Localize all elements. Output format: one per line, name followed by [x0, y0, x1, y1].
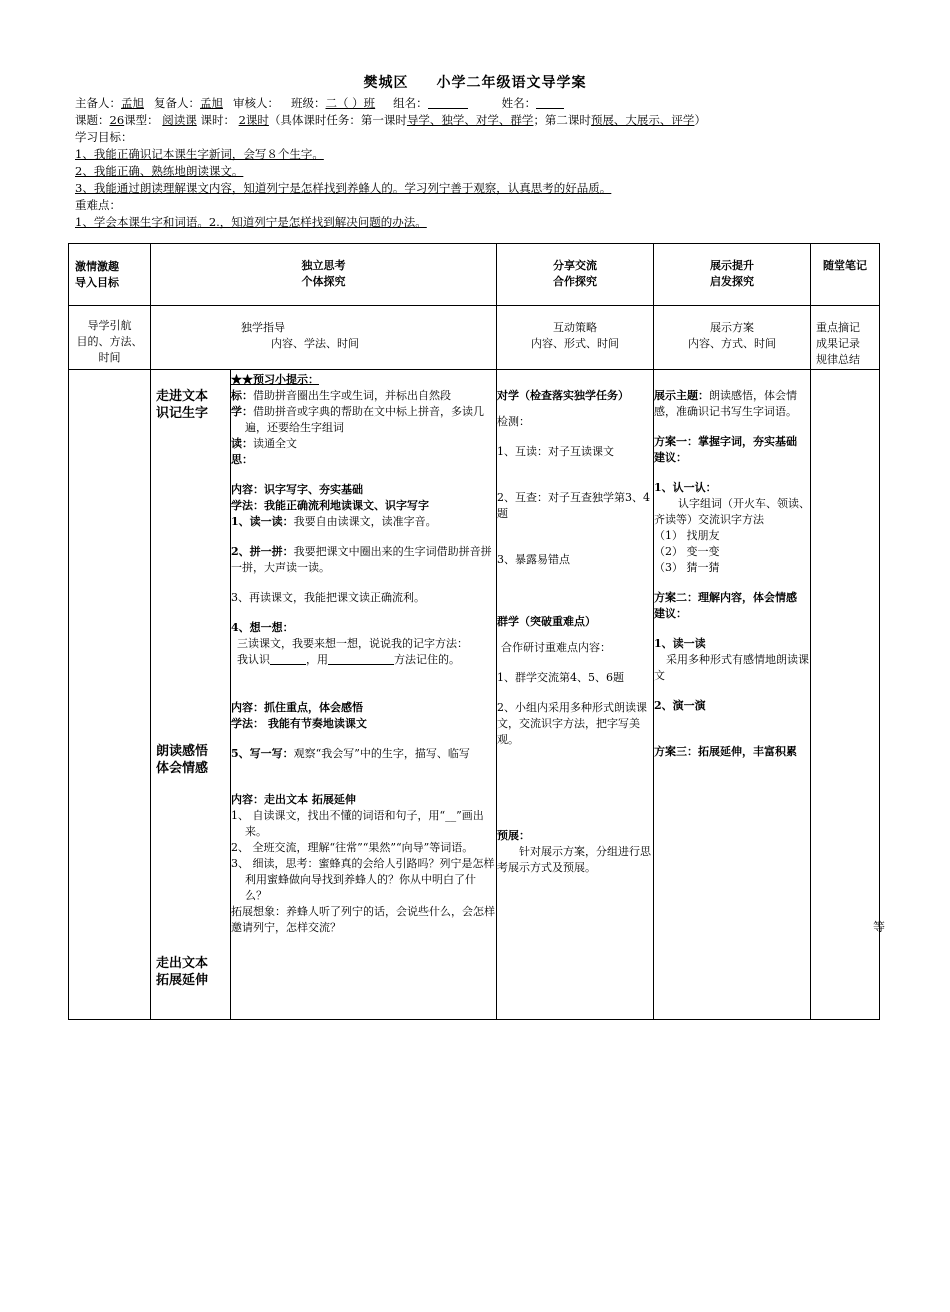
show-theme-value: 朗读感悟，体会情感，准确识记书写生字词语。 — [654, 389, 797, 418]
head-col-3-line-2: 合作探究 — [553, 275, 597, 288]
hours-label: 课时： — [200, 113, 235, 127]
plan-3-title: 方案三：拓展延伸，丰富积累 — [654, 745, 797, 758]
plan-2-title: 方案二：理解内容，体会情感 — [654, 591, 797, 604]
sub-col-1-line-2: 目的、方法、 — [76, 335, 143, 348]
head-col-1-line-1: 激情激趣 — [75, 259, 119, 273]
section-labels — [151, 370, 231, 1020]
tip-learn — [231, 404, 496, 436]
plan-1-title: 方案一：掌握字词，夯实基础 — [654, 435, 797, 448]
recognize-item-2: （2） 变一变 — [654, 545, 720, 558]
step-4-b3: 方法记住的。 — [394, 653, 460, 666]
plan-1-advice: 建议： — [654, 451, 687, 464]
sub-col-1-line-3: 时间 — [98, 351, 121, 364]
step-5-value: 观察“我会写”中的生字，描写、临写 — [293, 747, 470, 760]
sub-col-5-line-3: 规律总结 — [816, 353, 860, 366]
showcase-cell — [654, 370, 811, 1020]
head-col-2-line-1: 独立思考 — [301, 259, 346, 272]
show-theme — [654, 388, 810, 420]
pair-1: 1、互读：对子互读课文 — [497, 445, 614, 458]
content-2-title: 内容：抓住重点，体会感悟 — [231, 701, 363, 714]
recognize-text: 认字组词（开火车、领读、齐读等）交流识字方法 — [654, 497, 810, 526]
recognize-item-3: （3） 猜一猜 — [654, 561, 720, 574]
show-theme-key: 展示主题： — [654, 389, 709, 402]
content-3-title: 内容：走出文本 拓展延伸 — [231, 793, 356, 806]
detail-d: 预展、大展示、评学 — [590, 113, 695, 127]
recognize-item-1: （1） 找朋友 — [654, 529, 720, 542]
tip-think-key: 思： — [231, 453, 253, 466]
section-2-line-2: 体会情感 — [156, 761, 209, 776]
lead-value: 孟旭 — [121, 96, 144, 110]
table-header-row — [69, 244, 880, 306]
head-col-1 — [69, 244, 151, 306]
sub-col-4-line-1: 展示方案 — [710, 321, 754, 334]
head-col-3 — [497, 244, 654, 306]
section-3-label — [156, 955, 208, 989]
sub-col-2 — [151, 306, 497, 370]
step-4-b1: 我认识 — [237, 653, 270, 666]
section-1-line-1: 走进文本 — [156, 389, 209, 404]
tip-title: ★★预习小提示： — [231, 373, 319, 386]
head-col-2 — [151, 244, 497, 306]
section-1-label — [156, 388, 208, 422]
step-4-line-b — [231, 652, 496, 668]
pair-3: 3、暴露易错点 — [497, 553, 570, 566]
tip-read — [231, 436, 496, 452]
head-col-4-line-1: 展示提升 — [710, 259, 754, 272]
extension-3: 3、 细读，思考：蜜蜂真的会给人引路吗？列宁是怎样利用蜜蜂做向导找到养蜂人的？你从中明白了什么？ — [231, 857, 495, 902]
plan-2-advice: 建议： — [654, 607, 687, 620]
detail-b: 导学、独学、对学、群学 — [406, 113, 534, 127]
header-line-2 — [75, 112, 895, 129]
tip-read-key: 读： — [231, 437, 253, 450]
sub-col-5 — [811, 306, 880, 370]
preview-text: 针对展示方案，分组进行思考展示方式及预展。 — [497, 845, 651, 874]
sub-col-5-line-2: 成果记录 — [816, 337, 860, 350]
step-1 — [231, 514, 496, 530]
content-1-title: 内容：识字写字、夯实基础 — [231, 483, 363, 496]
notes-cell — [811, 370, 880, 1020]
check-label: 检测： — [497, 415, 530, 428]
head-col-1-line-2: 导入目标 — [75, 275, 119, 289]
document-title — [0, 72, 950, 92]
sub-col-4-line-2: 内容、方式、时间 — [688, 337, 776, 350]
section-3-line-1: 走出文本 — [156, 956, 209, 971]
group-1: 1、群学交流第4、5、6题 — [497, 671, 624, 684]
sub-col-3 — [497, 306, 654, 370]
sub-col-5-line-1: 重点摘记 — [816, 321, 860, 334]
name-blank — [536, 96, 564, 109]
tip-mark-key: 标： — [231, 389, 253, 402]
content-1-method: 学法：我能正确流利地读课文、识字写字 — [231, 499, 429, 512]
step-4-b2: ，用 — [306, 653, 328, 666]
type-value: 阅读课 — [162, 113, 197, 127]
lead-label: 主备人： — [75, 96, 121, 110]
step-2-key: 2、拼一拼： — [231, 545, 294, 558]
act-title: 2、演一演 — [654, 699, 706, 712]
tip-learn-key: 学： — [231, 405, 253, 418]
tip-mark-value: 借助拼音圈出生字或生词，并标出自然段 — [253, 389, 451, 402]
interaction-cell — [497, 370, 654, 1020]
extension-1: 1、 自读课文，找出不懂的词语和句子，用“__”画出来。 — [231, 809, 484, 838]
step-2-value: 我要把课文中圈出来的生字词借助拼音拼一拼，大声读一读。 — [231, 545, 492, 574]
read-text: 采用多种形式有感情地朗读课文 — [654, 653, 809, 682]
header-line-1 — [75, 95, 895, 112]
step-5 — [231, 746, 496, 762]
topic-label: 课题： — [75, 113, 110, 127]
detail-a: （具体课时任务：第一课时 — [268, 113, 407, 127]
sub-col-3-line-1: 互动策略 — [553, 321, 597, 334]
sub-col-3-line-2: 内容、形式、时间 — [531, 337, 619, 350]
goal-3: 3、我能通过朗读理解课文内容，知道列宁是怎样找到养蜂人的。学习列宁善于观察，认真思考的好品质。 — [75, 181, 612, 195]
class-value: 二（ ）班 — [325, 96, 376, 110]
preview-title: 预展： — [497, 829, 530, 842]
group-label: 组名： — [393, 96, 428, 110]
title-text: 小学二年级语文导学案 — [436, 75, 587, 91]
body-col-1-empty — [69, 370, 151, 1020]
goal-1: 1、我能正确识记本课生字新词，会写８个生字。 — [75, 147, 324, 161]
pair-2: 2、互查：对子互查独学第3、4题 — [497, 491, 650, 520]
hours-value: 2课时 — [238, 113, 269, 127]
study-guide-cell — [231, 370, 497, 1020]
sub-col-2-line-2: 内容、学法、时间 — [271, 337, 359, 350]
head-col-2-line-2: 个体探究 — [301, 275, 346, 288]
name-label: 姓名： — [501, 96, 537, 110]
step-4-blank-2 — [328, 652, 394, 665]
sub-col-1-line-1: 导学引航 — [87, 319, 132, 332]
section-1-line-2: 识记生字 — [156, 406, 209, 421]
step-1-key: 1、读一读： — [231, 515, 294, 528]
tip-read-value: 读通全文 — [253, 437, 297, 450]
pair-title: 对学（检查落实独学任务） — [497, 389, 629, 402]
detail-e: ） — [694, 113, 706, 127]
review-label: 审核人： — [233, 96, 279, 110]
group-intro: 合作研讨重难点内容： — [501, 641, 611, 654]
group-blank — [428, 96, 468, 109]
detail-c: ；第二课时 — [533, 113, 591, 127]
tip-think — [231, 452, 496, 468]
content-2-method: 学法： 我能有节奏地读课文 — [231, 717, 367, 730]
side-note: 等 — [873, 920, 886, 934]
class-label: 班级： — [291, 96, 326, 110]
co-label: 复备人： — [154, 96, 200, 110]
table-body-row — [69, 370, 880, 1020]
head-col-4 — [654, 244, 811, 306]
lesson-plan-table — [68, 243, 880, 1020]
sub-col-2-line-1: 独学指导 — [241, 321, 285, 334]
head-col-3-line-1: 分享交流 — [553, 259, 597, 272]
step-2 — [231, 544, 496, 576]
tip-mark — [231, 388, 496, 404]
table-sub-row — [69, 306, 880, 370]
step-4-line-a: 三读课文，我要来想一想，说说我的记字方法： — [237, 637, 468, 650]
key-points: 1、学会本课生字和词语。2.，知道列宁是怎样找到解决问题的办法。 — [75, 215, 427, 229]
group-2: 2、小组内采用多种形式朗读课文，交流识字方法，把字写美观。 — [497, 701, 647, 746]
recognize-title: 1、认一认： — [654, 481, 717, 494]
extension-2: 2、 全班交流，理解“往常”“果然”“向导”等词语。 — [231, 841, 474, 854]
step-1-value: 我要自由读课文，读准字音。 — [293, 515, 437, 528]
topic-value: 26 — [109, 113, 125, 127]
step-4-blank-1 — [270, 652, 306, 665]
goal-2: 2、我能正确、熟练地朗读课文。 — [75, 164, 244, 178]
type-label: 课型： — [124, 113, 159, 127]
section-2-label — [156, 743, 208, 777]
tip-learn-value: 借助拼音或字典的帮助在文中标上拼音，多读几遍，还要给生字组词 — [245, 405, 484, 434]
sub-col-1 — [69, 306, 151, 370]
step-5-key: 5、写一写： — [231, 747, 294, 760]
group-title: 群学（突破重难点） — [497, 615, 596, 628]
step-3: 3、再读课文，我能把课文读正确流利。 — [231, 591, 425, 604]
goals-label: 学习目标： — [75, 130, 133, 144]
key-label: 重难点： — [75, 198, 121, 212]
section-3-line-2: 拓展延伸 — [156, 973, 209, 988]
imagine-text: 拓展想象：养蜂人听了列宁的话，会说些什么，会怎样邀请列宁，怎样交流？ — [231, 905, 495, 934]
step-4-key: 4、想一想： — [231, 621, 294, 634]
head-col-4-line-2: 启发探究 — [710, 275, 754, 288]
district-name: 樊城区 — [363, 75, 409, 91]
head-col-5: 随堂笔记 — [811, 244, 880, 306]
co-value: 孟旭 — [200, 96, 223, 110]
section-2-line-1: 朗读感悟 — [156, 744, 209, 759]
read-title: 1、读一读 — [654, 637, 706, 650]
sub-col-4 — [654, 306, 811, 370]
